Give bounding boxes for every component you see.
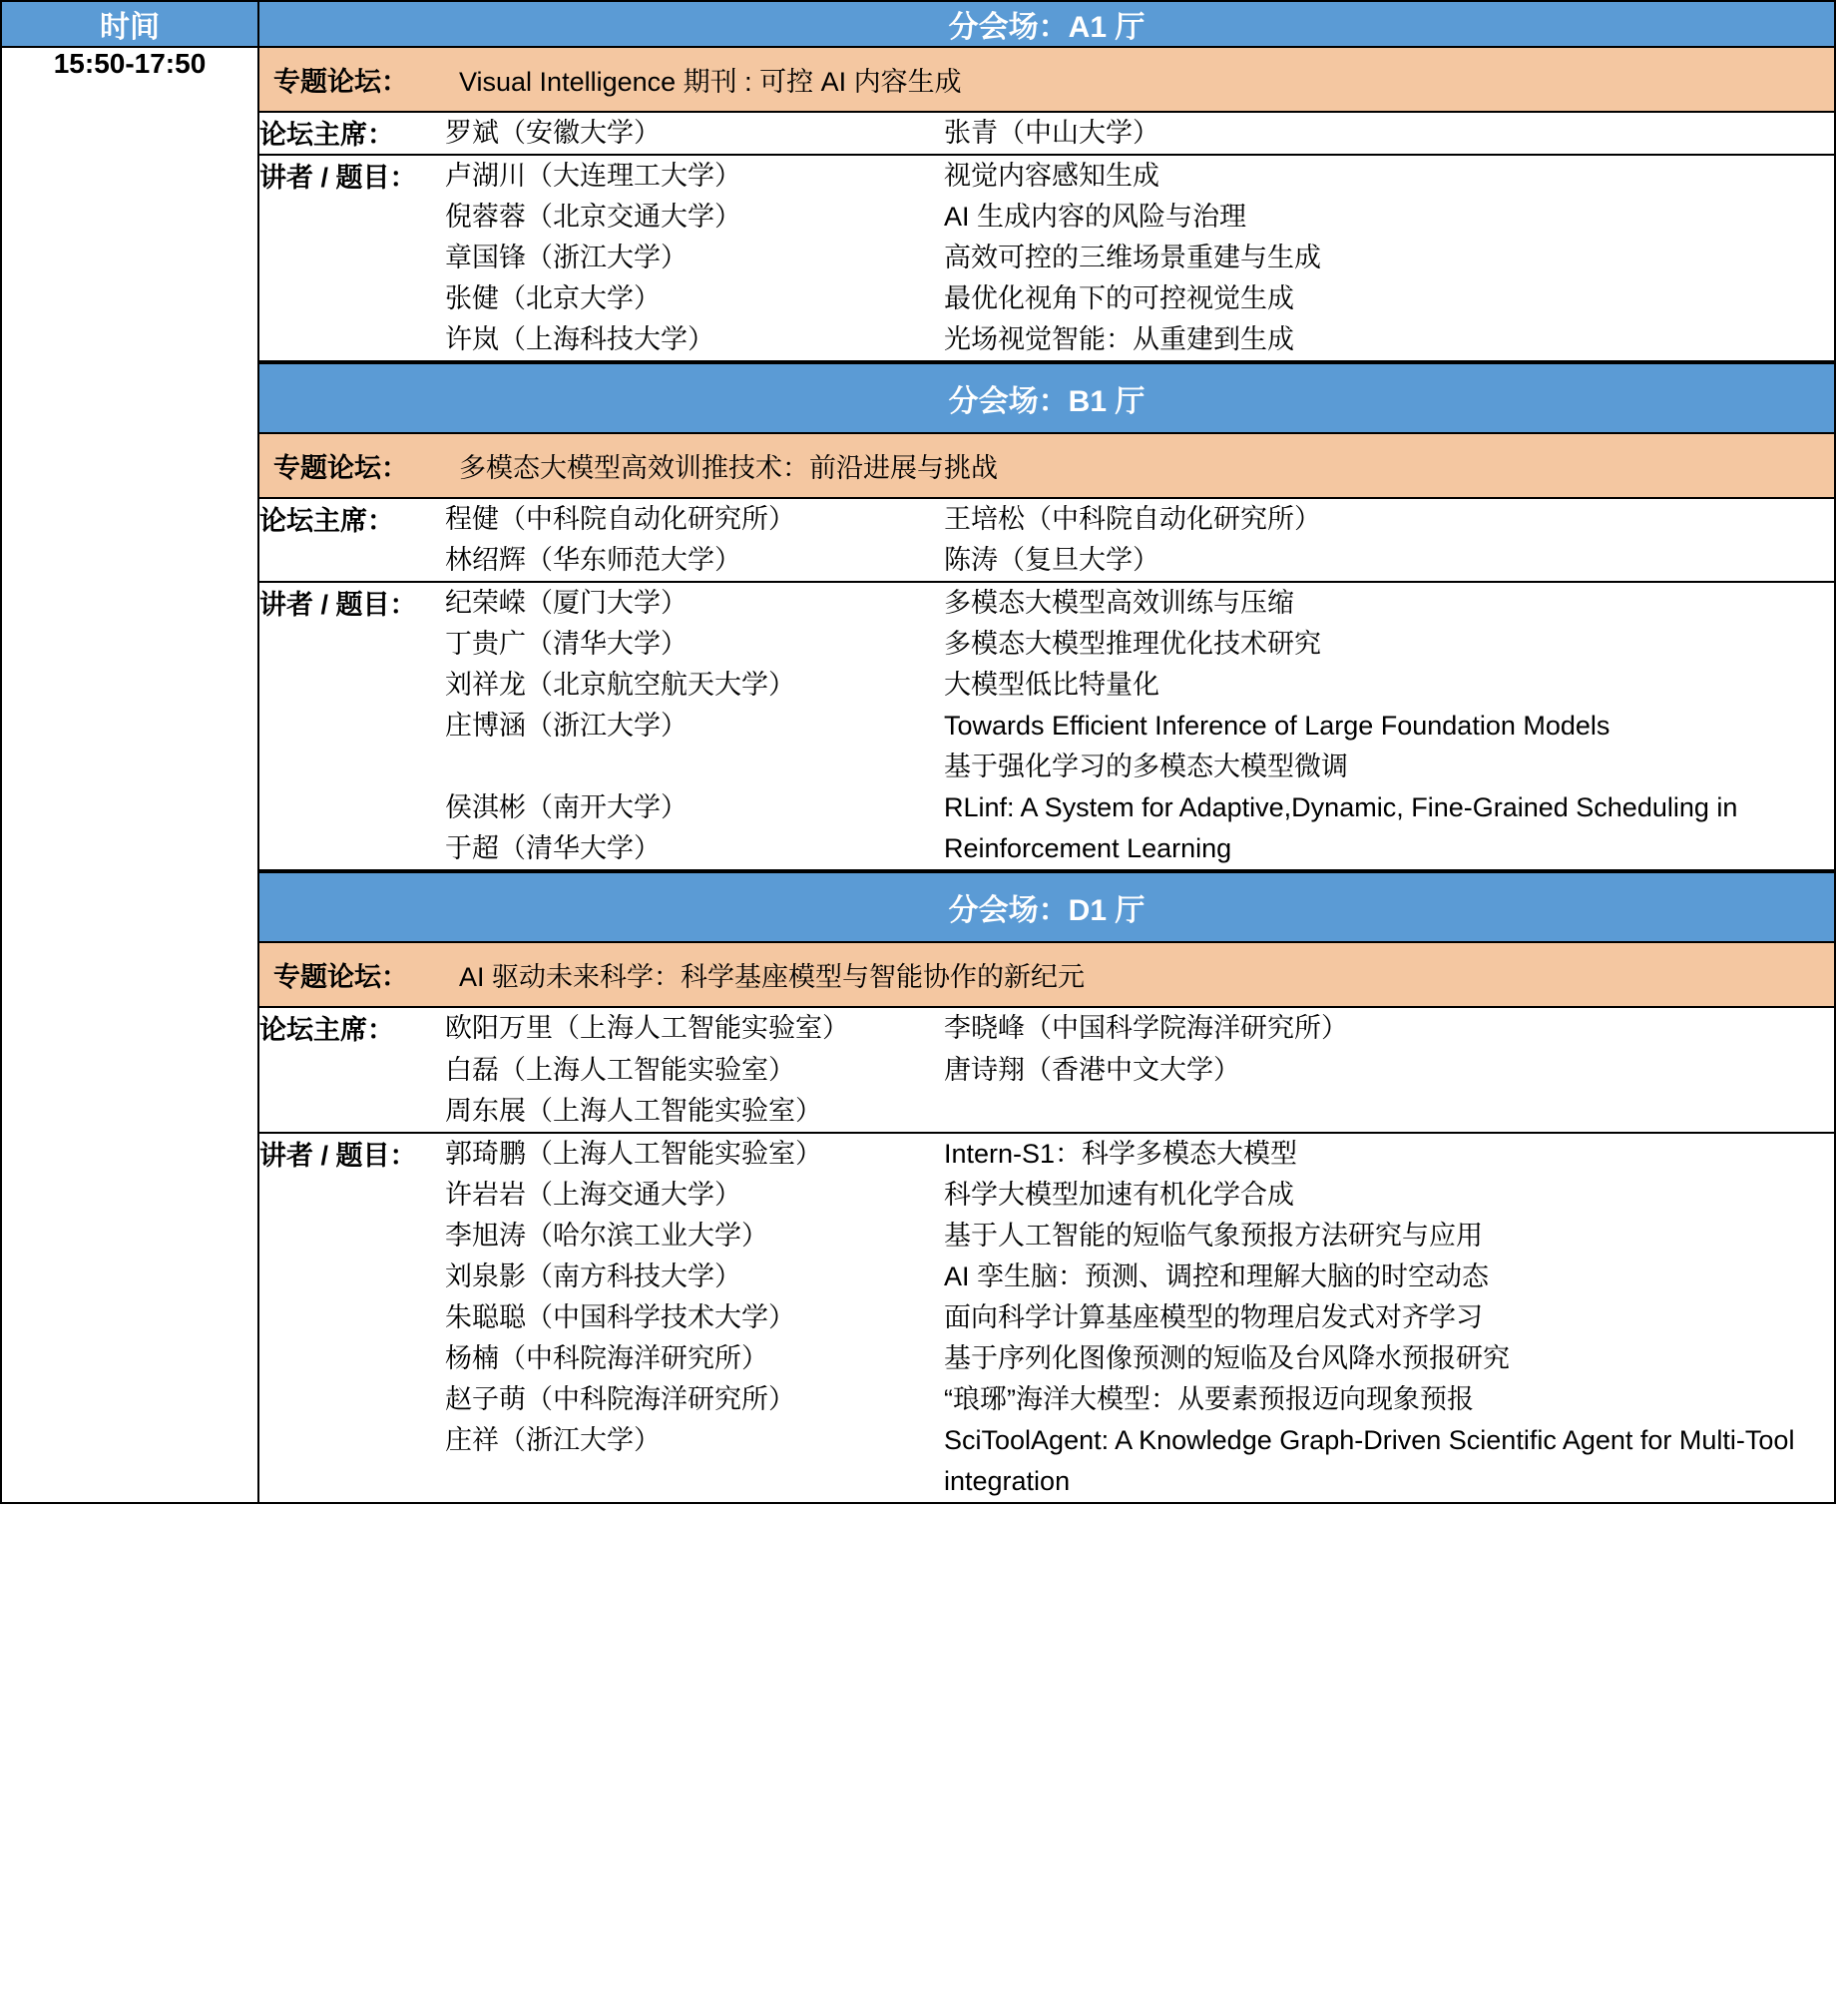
speaker-name: 于超（清华大学） xyxy=(445,833,661,864)
speaker-title: 多模态大模型推理优化技术研究 xyxy=(944,629,1321,660)
venue-block-d1 xyxy=(259,869,1834,1501)
session-detail-a1 xyxy=(259,111,1834,360)
speaker-name: 纪荣嵘（厦门大学） xyxy=(445,588,688,619)
forum-label: 专题论坛： xyxy=(273,67,408,97)
speaker-row xyxy=(259,155,1834,360)
venue-header-b1: 分会场：B1 厅 xyxy=(259,362,1834,432)
speaker-name: 杨楠（中科院海洋研究所） xyxy=(445,1342,768,1373)
speaker-title: 光场视觉智能：从重建到生成 xyxy=(944,324,1294,355)
speaker-titles xyxy=(944,155,1834,360)
speaker-name: 庄博涵（浙江大学） xyxy=(445,711,688,742)
chair-name: 林绍辉（华东师范大学） xyxy=(445,545,741,576)
speaker-title: SciToolAgent: A Knowledge Graph-Driven Scientific Agent for Multi-Tool integration xyxy=(944,1424,1795,1496)
chair-name: 张青（中山大学） xyxy=(944,118,1159,148)
speaker-name: 朱聪聪（中国科学技术大学） xyxy=(445,1301,795,1332)
session-detail-b1 xyxy=(259,497,1834,869)
speaker-name: 许岩岩（上海交通大学） xyxy=(445,1179,741,1210)
schedule-body-row xyxy=(1,47,1835,1503)
chair-label: 论坛主席： xyxy=(259,506,394,537)
chair-name: 李晓峰（中国科学院海洋研究所） xyxy=(944,1013,1348,1044)
speaker-title: AI 孪生脑：预测、调控和理解大脑的时空动态 xyxy=(944,1260,1490,1291)
chair-label: 论坛主席： xyxy=(259,1015,394,1046)
speaker-name: 赵子萌（中科院海洋研究所） xyxy=(445,1383,795,1414)
speaker-label: 讲者 / 题目： xyxy=(259,1140,417,1171)
chair-names-second xyxy=(944,1007,1834,1132)
speaker-title: 最优化视角下的可控视觉生成 xyxy=(944,283,1294,314)
speaker-label: 讲者 / 题目： xyxy=(259,163,417,194)
forum-title-a1 xyxy=(259,48,1834,111)
chair-row xyxy=(259,498,1834,582)
chair-row xyxy=(259,1007,1834,1132)
time-slot-value: 15:50-17:50 xyxy=(1,47,258,1503)
speaker-name: 郭琦鹏（上海人工智能实验室） xyxy=(445,1138,822,1169)
venue-sessions-container xyxy=(258,47,1835,1503)
speaker-titles xyxy=(944,582,1834,869)
speaker-name: 倪蓉蓉（北京交通大学） xyxy=(445,202,741,233)
speaker-titles xyxy=(944,1133,1834,1502)
speaker-names xyxy=(445,582,944,869)
speaker-row xyxy=(259,1133,1834,1502)
speaker-name: 章国锋（浙江大学） xyxy=(445,243,688,273)
speaker-title: Intern-S1：科学多模态大模型 xyxy=(944,1138,1298,1169)
speaker-title: 基于人工智能的短临气象预报方法研究与应用 xyxy=(944,1220,1483,1251)
speaker-title: Towards Efficient Inference of Large Foundation Models xyxy=(944,711,1610,742)
speaker-name: 许岚（上海科技大学） xyxy=(445,324,714,355)
speaker-title: 面向科学计算基座模型的物理启发式对齐学习 xyxy=(944,1301,1483,1332)
speaker-label: 讲者 / 题目： xyxy=(259,590,417,621)
forum-title-text: 多模态大模型高效训推技术：前沿进展与挑战 xyxy=(459,453,998,484)
chair-name: 唐诗翔（香港中文大学） xyxy=(944,1054,1240,1085)
venue-block-b1 xyxy=(259,360,1834,869)
chair-name: 欧阳万里（上海人工智能实验室） xyxy=(445,1013,849,1044)
chair-name: 王培松（中科院自动化研究所） xyxy=(944,504,1321,535)
venue-block-a1 xyxy=(259,48,1834,360)
chair-name: 白磊（上海人工智能实验室） xyxy=(445,1054,795,1085)
forum-title-text: Visual Intelligence 期刊 : 可控 AI 内容生成 xyxy=(459,67,962,97)
speaker-title: 基于强化学习的多模态大模型微调 xyxy=(944,752,1348,782)
venue-header-d1: 分会场：D1 厅 xyxy=(259,871,1834,941)
forum-title-b1 xyxy=(259,432,1834,497)
speaker-name: 丁贵广（清华大学） xyxy=(445,629,688,660)
speaker-name: 刘祥龙（北京航空航天大学） xyxy=(445,670,795,701)
speaker-title: 多模态大模型高效训练与压缩 xyxy=(944,588,1294,619)
chair-name: 周东展（上海人工智能实验室） xyxy=(445,1095,822,1126)
forum-label: 专题论坛： xyxy=(273,962,408,993)
forum-title-d1 xyxy=(259,941,1834,1006)
speaker-name: 李旭涛（哈尔滨工业大学） xyxy=(445,1220,768,1251)
speaker-title: 高效可控的三维场景重建与生成 xyxy=(944,243,1321,273)
speaker-names xyxy=(445,155,944,360)
speaker-name: 侯淇彬（南开大学） xyxy=(445,792,688,823)
speaker-title: 基于序列化图像预测的短临及台风降水预报研究 xyxy=(944,1342,1510,1373)
session-detail-d1 xyxy=(259,1006,1834,1501)
chair-names-second xyxy=(944,498,1834,582)
forum-label: 专题论坛： xyxy=(273,453,408,484)
chair-names xyxy=(445,112,944,155)
speaker-title: “琅琊”海洋大模型：从要素预报迈向现象预报 xyxy=(944,1383,1474,1414)
time-column-header: 时间 xyxy=(1,1,258,47)
chair-name: 罗斌（安徽大学） xyxy=(445,118,661,148)
chair-row xyxy=(259,112,1834,155)
venue-header-a1: 分会场：A1 厅 xyxy=(258,1,1835,47)
chair-names-second xyxy=(944,112,1834,155)
speaker-title: 视觉内容感知生成 xyxy=(944,161,1159,192)
speaker-title: RLinf: A System for Adaptive,Dynamic, Fine-Grained Scheduling in Reinforcement Learning xyxy=(944,792,1738,864)
speaker-name: 卢湖川（大连理工大学） xyxy=(445,161,741,192)
chair-names xyxy=(445,1007,944,1132)
speaker-row xyxy=(259,582,1834,869)
chair-label: 论坛主席： xyxy=(259,120,394,150)
speaker-name: 刘泉影（南方科技大学） xyxy=(445,1260,741,1291)
forum-title-text: AI 驱动未来科学：科学基座模型与智能协作的新纪元 xyxy=(459,962,1086,993)
speaker-title: 大模型低比特量化 xyxy=(944,670,1159,701)
speaker-title: AI 生成内容的风险与治理 xyxy=(944,202,1247,233)
table-header-row xyxy=(1,1,1835,47)
speaker-names xyxy=(445,1133,944,1502)
chair-names xyxy=(445,498,944,582)
chair-name: 陈涛（复旦大学） xyxy=(944,545,1159,576)
speaker-name-spacer xyxy=(445,747,944,787)
speaker-title: 科学大模型加速有机化学合成 xyxy=(944,1179,1294,1210)
speaker-name: 庄祥（浙江大学） xyxy=(445,1424,661,1455)
speaker-name: 张健（北京大学） xyxy=(445,283,661,314)
chair-name: 程健（中科院自动化研究所） xyxy=(445,504,795,535)
